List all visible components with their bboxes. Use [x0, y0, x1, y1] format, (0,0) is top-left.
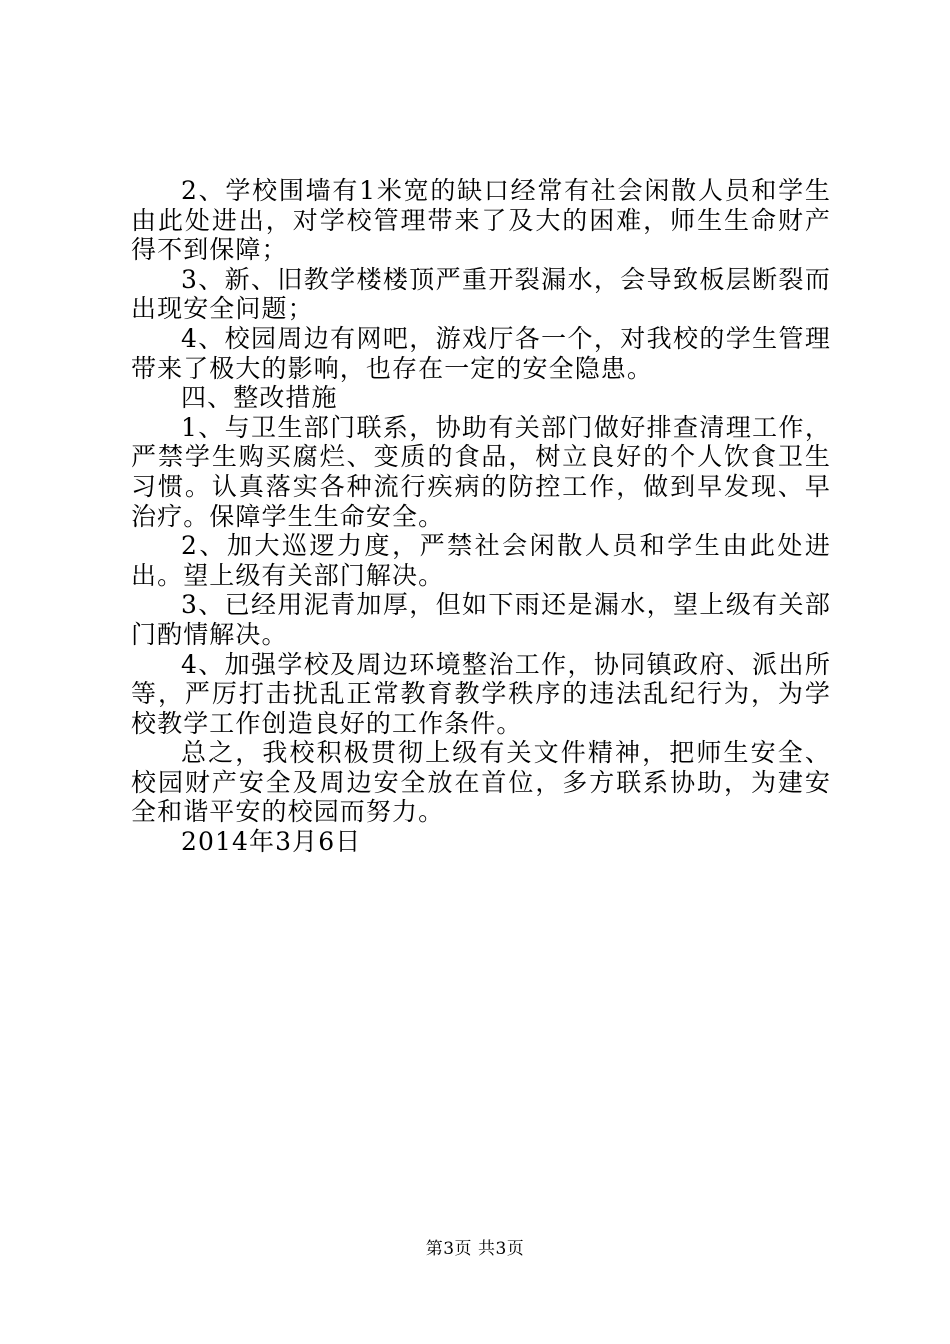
paragraph-wall-gap: 2、学校围墙有1米宽的缺口经常有社会闲散人员和学生由此处进出，对学校管理带来了及大的困难，师生生命财产得不到保障；: [131, 176, 831, 265]
document-date: 2014年3月6日: [181, 827, 362, 857]
paragraph-summary: 总之，我校积极贯彻上级有关文件精神，把师生安全、校园财产安全及周边安全放在首位，多方联系协助，为建安全和谐平安的校园而努力。: [131, 738, 831, 827]
paragraph-health-measures: 1、与卫生部门联系，协助有关部门做好排查清理工作，严禁学生购买腐烂、变质的食品，树立良好的个人饮食卫生习惯。认真落实各种流行疾病的防控工作，做到早发现、早治疗。保障学生生命安全。: [131, 412, 831, 531]
paragraph-roof-leak: 3、新、旧教学楼楼顶严重开裂漏水，会导致板层断裂而出现安全问题；: [131, 264, 831, 324]
paragraph-roof-measures: 3、已经用泥青加厚，但如下雨还是漏水，望上级有关部门酌情解决。: [131, 590, 831, 649]
paragraph-internet-cafe: 4、校园周边有网吧，游戏厅各一个，对我校的学生管理带来了极大的影响，也存在一定的安全隐患。: [131, 323, 831, 383]
paragraph-patrol-measures: 2、加大巡逻力度，严禁社会闲散人员和学生由此处进出。望上级有关部门解决。: [131, 531, 831, 590]
page-number: 第3页 共3页: [425, 1239, 525, 1259]
paragraph-environment-measures: 4、加强学校及周边环境整治工作，协同镇政府、派出所等，严厉打击扰乱正常教育教学秩序的违法乱纪行为，为学校教学工作创造良好的工作条件。: [131, 649, 831, 738]
section-heading-rectification: 四、整改措施: [181, 383, 338, 413]
document-body: [131, 176, 831, 857]
